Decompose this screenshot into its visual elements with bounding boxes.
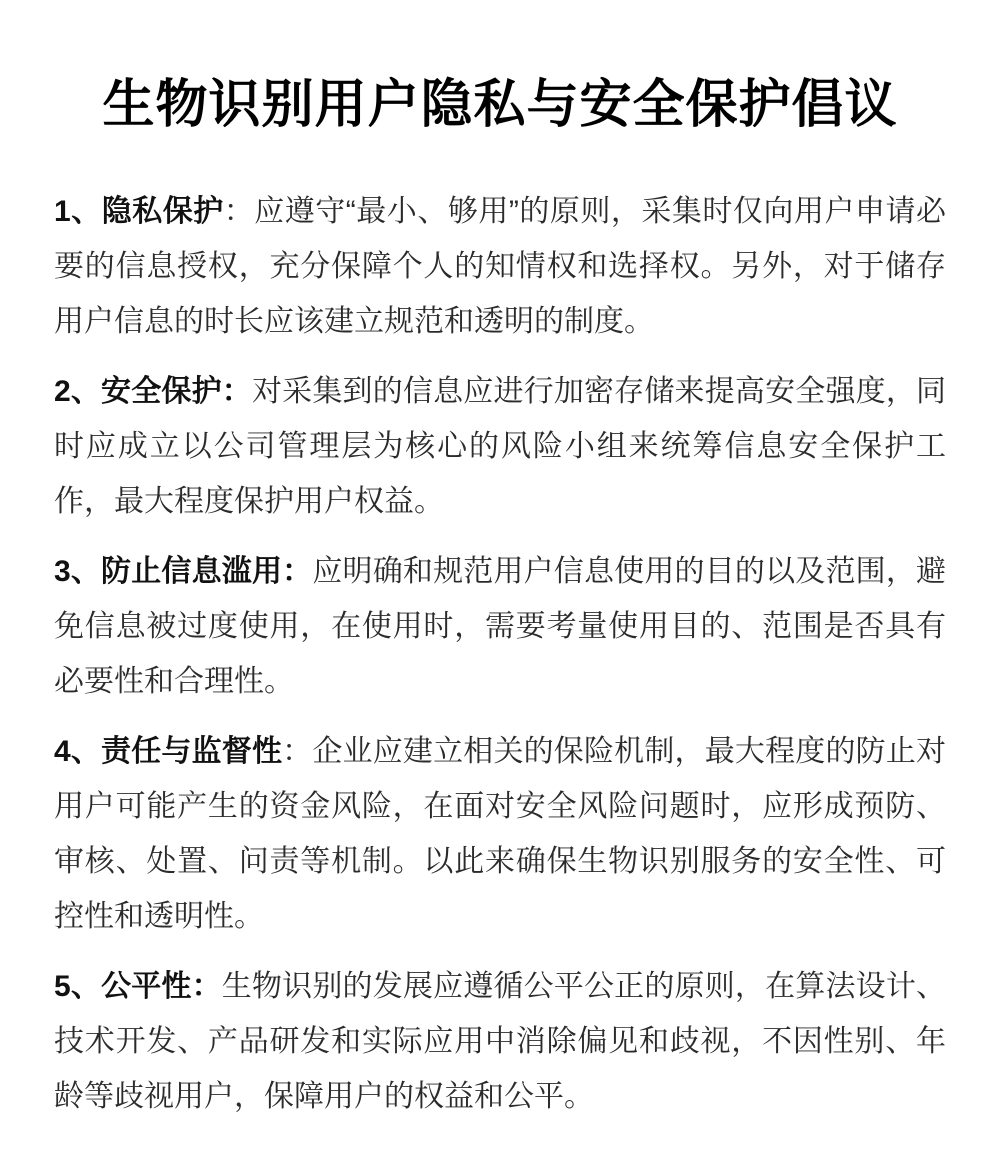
document [0,74,1000,1124]
policy-separator-regular: ： [223,195,255,228]
policy-body: 生物识别的发展应遵循公平公正的原则，在算法设计、技术开发、产品研发和实际应用中消除偏见和歧视，不因性别、年龄等歧视用户，保障用户的权益和公平。 [54,970,947,1113]
policy-paragraph [54,959,946,1124]
policy-separator-bold: ： [221,375,252,408]
policy-body: 应明确和规范用户信息使用的目的以及范围，避免信息被过度使用，在使用时，需要考量使用目的、范围是否具有必要性和合理性。 [54,555,947,698]
policy-paragraph [54,724,946,944]
policy-label: 3、防止信息滥用 [54,555,283,588]
policy-label: 5、公平性 [54,970,192,1003]
policy-separator-regular: ： [282,735,313,768]
policy-body: 应遵守“最小、够用”的原则，采集时仅向用户申请必要的信息授权，充分保障个人的知情权和选择权。另外，对于储存用户信息的时长应该建立规范和透明的制度。 [54,195,946,338]
policy-paragraph [54,184,946,349]
page-title: 生物识别用户隐私与安全保护倡议 [102,76,898,134]
policy-separator-bold: ： [191,970,222,1003]
sections-list [54,184,946,1124]
policy-paragraph [54,364,946,529]
policy-separator-bold: ： [282,555,313,588]
policy-paragraph [54,544,946,709]
policy-label: 2、安全保护 [54,375,222,408]
policy-body: 对采集到的信息应进行加密存储来提高安全强度，同时应成立以公司管理层为核心的风险小组来统筹信息安全保护工作，最大程度保护用户权益。 [54,375,947,518]
policy-label: 1、隐私保护 [54,195,224,228]
policy-body: 企业应建立相关的保险机制，最大程度的防止对用户可能产生的资金风险，在面对安全风险问题时，应形成预防、审核、处置、问责等机制。以此来确保生物识别服务的安全性、可控性和透明性。 [54,735,947,933]
policy-label: 4、责任与监督性 [54,735,283,768]
